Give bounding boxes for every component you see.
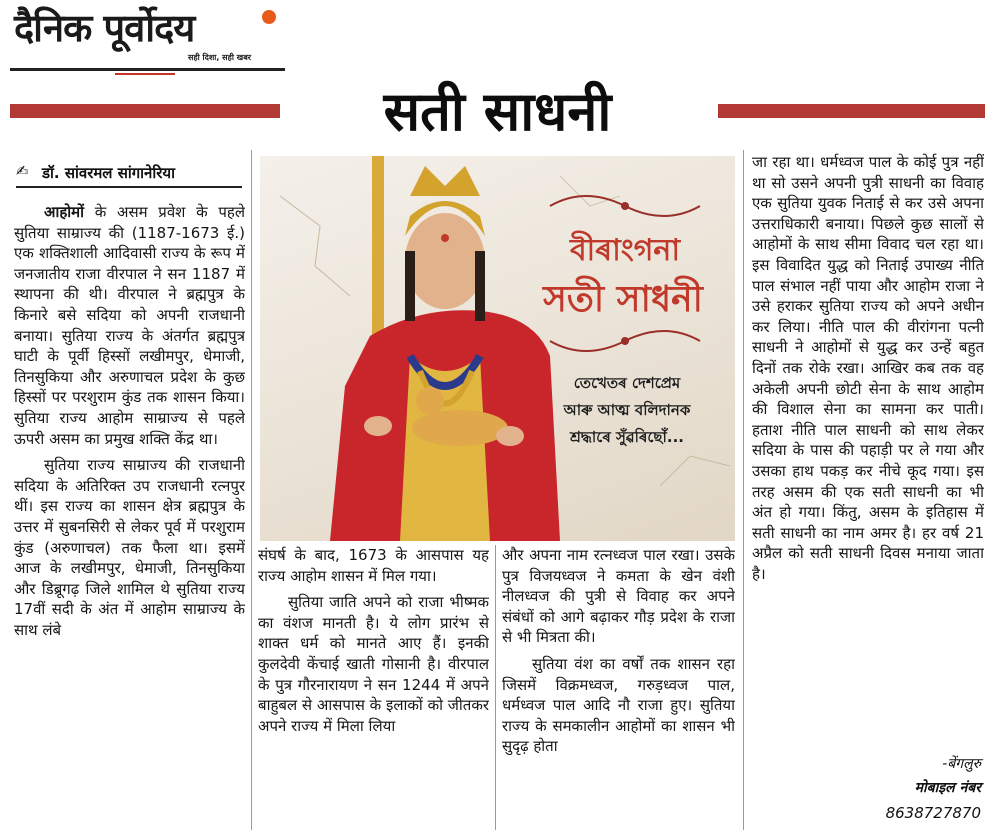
article-column-4 xyxy=(752,152,984,762)
masthead-logo-dot xyxy=(262,10,276,24)
illustration-caption-line: আৰু আত্ম বলিদানক xyxy=(563,401,691,419)
headline-bar-left xyxy=(10,104,280,118)
article-paragraph: जा रहा था। धर्मध्वज पाल के कोई पुत्र नहीं था सो उसने अपनी पुत्री साधनी का विवाह एक सुतिया युवक निताई से कर उसे अपना उत्तराधिकारी बनाया। पिछले कुछ सालों से आहोमों के साथ सीमा विवाद चल रहा था। इस विवादित युद्ध को निताई उपाख्य नीति पाल संभाल नहीं पाया और आहोम राजा ने उसे हराकर सुतिया राज्य को अपने अधीन कर लिया। नीति पाल की वीरांगना पत्नी साधनी ने आहोमों से युद्ध कर उन्हें बहुत दिनों तक रोके रखा। आखिर कब तक वह अकेली अपनी छोटी सेना के साथ आहोम की विशाल सेना का सामना कर पाती। हताश नीति पाल साधनी को साथ लेकर सदिया के पास की पहाड़ी पर ले गया और उसका हाथ पकड़ कर नीचे कूद गया। इस तरह असम की एक सती साधनी का भी अंत हो गया। किंतु, असम के इतिहास में सती साधनी का नाम अमर है। हर वर्ष 21 अप्रैल को सती साधनी दिवस मनाया जाता है। xyxy=(752,153,984,583)
masthead-tagline: सही दिशा, सही खबर xyxy=(188,53,252,62)
article-column-3 xyxy=(502,545,735,833)
illustration xyxy=(260,156,735,541)
illustration-title-line1: বীৰাংগনা xyxy=(569,233,681,268)
column-divider xyxy=(743,150,744,830)
article-paragraph: और अपना नाम रत्नध्वज पाल रखा। उसके पुत्र विजयध्वज ने कमता के खेन वंशी नीलध्वज की पुत्री से विवाह कर अपने संबंधों को आगे बढ़ाकर गौड़ प्रदेश के राजा से भी मित्रता की। xyxy=(502,546,735,647)
article-paragraph: सुतिया राज्य साम्राज्य की राजधानी सदिया के अतिरिक्त उप राजधानी रत्नपुर थीं। इस राज्य का शासन क्षेत्र ब्रह्मपुत्र के उत्तर में सुबनसिरी से लेकर पूर्व में परशुराम कुंड (अरुणाचल) तक फैला था। इसमें आज के लखीमपुर, धेमाजी, तिनसुकिया और डिब्रूगढ़ जिले शामिल थे सुतिया राज्य 17वीं सदी के अंत में आहोम साम्राज्य के साथ लंबे xyxy=(14,456,245,639)
signoff-mobile-number: 8638727870 xyxy=(885,804,981,822)
article-paragraph xyxy=(14,202,245,449)
article-paragraph: सुतिया जाति अपने को राजा भीष्मक का वंशज मानती है। ये लोग प्रारंभ से शाक्त धर्म को मानते आए हैं। इनकी कुलदेवी केंचाई खाती गोसानी है। वीरपाल के पुत्र गौरनारायण ने सन 1244 में अपने बाहुबल से आसपास के इलाकों को जीतकर अपने राज्य में मिला लिया xyxy=(258,593,489,735)
lead-word: आहोमों xyxy=(44,203,85,221)
masthead-subrule xyxy=(115,73,175,75)
article-column-1 xyxy=(14,202,245,832)
signoff-mobile-label: मोबाइल नंबर xyxy=(914,780,981,796)
column-divider xyxy=(495,545,496,830)
ornament-top xyxy=(545,186,705,226)
masthead-title: दैनिक पूर्वोदय xyxy=(14,6,195,50)
column-divider xyxy=(251,150,252,830)
illustration-caption-line: শ্ৰদ্ধাৰে সুঁৱৰিছোঁ... xyxy=(570,428,684,446)
ornament-bottom xyxy=(545,321,705,361)
headline: सती साधनी xyxy=(383,79,612,143)
illustration-caption-line: তেখেতৰ দেশপ্ৰেম xyxy=(573,374,681,392)
article-paragraph: संघर्ष के बाद, 1673 के आसपास यह राज्य आहोम शासन में मिल गया। xyxy=(258,546,489,585)
headline-bar-right xyxy=(718,104,985,118)
article-column-2 xyxy=(258,545,489,833)
paragraph-text: के असम प्रवेश के पहले सुतिया साम्राज्य की (1187-1673 ई.) एक शक्तिशाली आदिवासी राज्य के रूप में जनजातीय राजा वीरपाल ने सन 1187 में स्थापना की थी। वीरपाल ने ब्रह्मपुत्र के किनारे बसे सदिया को अपनी राजधानी बनाया। सुतिया राज्य के अंतर्गत ब्रह्मपुत्र घाटी के पूर्वी हिस्सों लखीमपुर, धेमाजी, तिनसुकिया और अरुणाचल प्रदेश के कुछ हिस्सों पर परशुराम कुंड तक शासन किया। सुतिया राज्य आहोम साम्राज्य से पहले ऊपरी असम का प्रमुख शक्ति केंद्र था। xyxy=(14,203,245,448)
signoff-city: -बेंगलुरु xyxy=(942,756,981,772)
pen-icon: ✍ xyxy=(16,162,29,180)
article-paragraph: सुतिया वंश का वर्षों तक शासन रहा जिसमें विक्रमध्वज, गरुड़ध्वज पाल, धर्मध्वज पाल आदि नौ राजा हुए। सुतिया राज्य के समकालीन आहोमों का शासन भी सुदृढ़ होता xyxy=(502,654,735,756)
byline xyxy=(16,160,242,188)
illustration-title-line2: সতী সাধনী xyxy=(543,279,703,320)
byline-author: डॉ. सांवरमल सांगानेरिया xyxy=(42,164,175,182)
masthead-rule xyxy=(10,68,285,71)
